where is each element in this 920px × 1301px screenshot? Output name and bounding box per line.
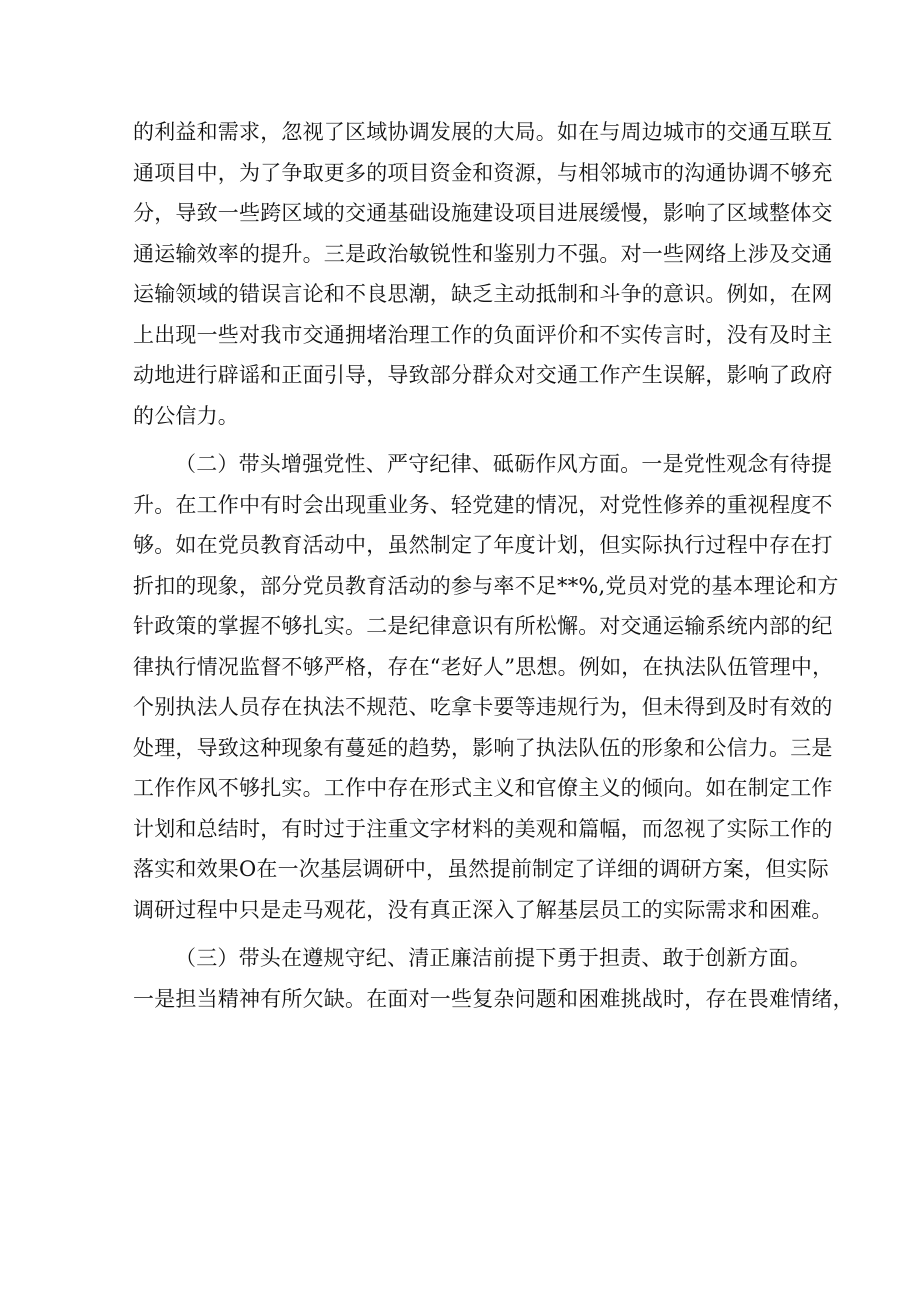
text-line: 够。如在党员教育活动中，虽然制定了年度计划，但实际执行过程中存在打 (133, 533, 833, 557)
text-line: 运输领域的错误言论和不良思潮，缺乏主动抵制和斗争的意识。例如，在网 (133, 282, 833, 306)
text-line: 动地进行辟谣和正面引导，导致部分群众对交通工作产生误解，影响了政府 (133, 363, 833, 387)
text-line: 通项目中，为了争取更多的项目资金和资源，与相邻城市的沟通协调不够充 (133, 160, 833, 185)
text-line: 的公信力。 (133, 403, 239, 428)
paragraph-heading-2: （二）带头增强党性、严守纪律、砥砺作风方面。一是党性观念有待提 (175, 452, 833, 476)
text-line: 个别执法人员存在执法不规范、吃拿卡要等违规行为，但未得到及时有效的 (133, 695, 833, 719)
text-line: 通运输效率的提升。三是政治敏锐性和鉴别力不强。对一些网络上涉及交通 (133, 241, 833, 266)
text-line: 分，导致一些跨区域的交通基础设施建设项目进展缓慢，影响了区域整体交 (133, 201, 833, 225)
text-line: 工作作风不够扎实。工作中存在形式主义和官僚主义的倾向。如在制定工作 (133, 776, 833, 800)
text-line: 的利益和需求，忽视了区域协调发展的大局。如在与周边城市的交通互联互 (133, 120, 833, 144)
paragraph-gap (133, 436, 793, 444)
text-line: 上出现一些对我市交通拥堵治理工作的负面评价和不实传言时，没有及时主 (133, 322, 833, 347)
text-line: 升。在工作中有时会出现重业务、轻党建的情况，对党性修养的重视程度不 (133, 492, 833, 517)
text-line: 处理，导致这种现象有蔓延的趋势，影响了执法队伍的形象和公信力。三是 (133, 735, 833, 760)
text-line: 律执行情况监督不够严格，存在“老好人”思想。例如，在执法队伍管理中， (133, 654, 834, 679)
text-line: 调研过程中只是走马观花，没有真正深入了解基层员工的实际需求和困难。 (133, 897, 833, 922)
text-line: 落实和效果O在一次基层调研中，虽然提前制定了详细的调研方案，但实际 (133, 857, 829, 881)
paragraph-heading-3: （三）带头在遵规守纪、清正廉洁前提下勇于担责、敢于创新方面。 (175, 946, 811, 970)
text-line: 针政策的掌握不够扎实。二是纪律意识有所松懈。对交通运输系统内部的纪 (133, 614, 833, 638)
text-line: 计划和总结时，有时过于注重文字材料的美观和篇幅，而忽视了实际工作的 (133, 816, 833, 841)
paragraph-gap (133, 930, 793, 938)
text-line: 一是担当精神有所欠缺。在面对一些复杂问题和困难挑战时，存在畏难情绪， (133, 986, 854, 1011)
body-text (133, 112, 854, 1019)
text-line: 折扣的现象，部分党员教育活动的参与率不足**%,党员对党的基本理论和方 (133, 573, 839, 598)
